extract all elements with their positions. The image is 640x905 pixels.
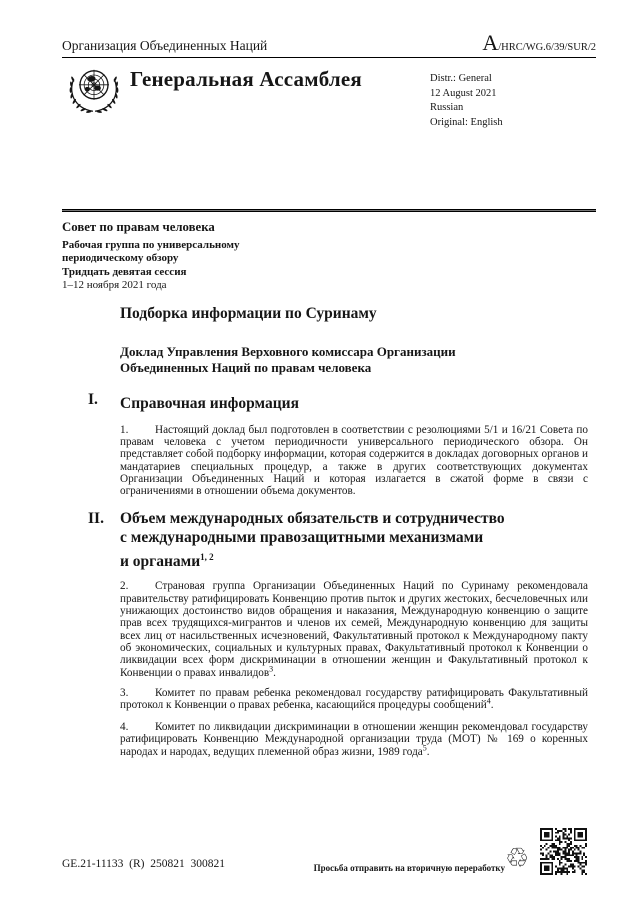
paragraph-2 [120, 580, 588, 679]
heading-line: и органами [120, 552, 201, 570]
paragraph-text: Настоящий доклад был подготовлен в соответствии с резолюциями 5/1 и 16/21 Совета по правам человека с учетом периодичности универсального периодического обзора. Он представляет собой подборку информации, которая содержится в докладах договорных органов и мандатариев специальных процедур, а также в других соответствующих документах Организации Объединенных Наций и которая излагается в сжатой форме в связи с ограничениями в отношении объема документов. [120, 423, 588, 498]
session-number: Тридцать девятая сессия [62, 265, 187, 278]
paragraph-text: Комитет по ликвидации дискриминации в отношении женщин рекомендовал государству ратифицировать Конвенцию Международной организации труда (МОТ) № 169 о коренных народах и народах, ведущих племенной образ жизни, 1989 года [120, 720, 588, 758]
paragraph-4 [120, 721, 588, 758]
section-heading-2 [88, 509, 588, 572]
footnote-ref: 1, 2 [200, 551, 214, 562]
paragraph-1 [120, 424, 588, 498]
session-rule [62, 209, 596, 212]
working-group-line-2: периодическому обзору [62, 252, 179, 265]
document-subtitle [120, 344, 588, 376]
paragraph-tail: . [426, 745, 430, 758]
working-group-line-1: Рабочая группа по универсальному [62, 239, 240, 251]
section-heading-1 [88, 390, 588, 414]
org-name: Организация Объединенных Наций [62, 38, 268, 53]
paragraph-number: 4. [120, 720, 129, 733]
paragraph-3 [120, 687, 588, 712]
session-block [62, 220, 240, 293]
document-title: Подборка информации по Суринаму [120, 305, 377, 322]
section-numeral: I. [88, 391, 98, 408]
assembly-title: Генеральная Ассамблея [130, 67, 362, 91]
heading-line: с международными правозащитными механизмами [120, 529, 484, 547]
footnote-ref: 3 [269, 664, 274, 674]
recycle-icon: ♲ [505, 843, 530, 874]
footer-ge-number: GE.21-11133 (R) 250821 300821 [62, 858, 226, 870]
distr-block [430, 72, 503, 130]
doc-symbol [482, 30, 596, 56]
paragraph-number: 1. [120, 423, 129, 436]
heading-line: Справочная информация [120, 395, 299, 413]
footnote-ref: 5 [422, 742, 427, 752]
paragraph-number: 2. [120, 580, 129, 593]
un-emblem-icon [66, 64, 122, 116]
doc-symbol-letter: A [482, 30, 499, 55]
distr-line: 12 August 2021 [430, 87, 497, 99]
recycle-notice: Просьба отправить на вторичную переработку [313, 863, 505, 873]
document-body [88, 304, 588, 758]
section-numeral: II. [88, 509, 104, 527]
paragraph-text: Комитет по правам ребенка рекомендовал государству ратифицировать Факультативный протокол к Конвенции о правах ребенка, касающийся процедуры сообщений [120, 687, 588, 712]
header-rule [62, 57, 596, 58]
distr-line: Original: English [430, 116, 503, 128]
subtitle-line: Доклад Управления Верховного комиссара Организации [120, 344, 456, 359]
distr-line: Russian [430, 102, 464, 114]
session-dates: 1–12 ноября 2021 года [62, 279, 167, 292]
distr-line: Distr.: General [430, 73, 492, 84]
doc-symbol-rest: /HRC/WG.6/39/SUR/2 [498, 42, 596, 53]
footnote-ref: 4 [486, 696, 491, 706]
heading-line: Объем международных обязательств и сотрудничество [120, 509, 505, 527]
section-heading-text [120, 509, 505, 572]
council-name: Совет по правам человека [62, 220, 215, 234]
paragraph-tail: . [273, 666, 276, 679]
paragraph-tail: . [490, 699, 494, 712]
paragraph-text: Страновая группа Организации Объединенных Наций по Суринаму рекомендовала правительству ратифицировать Конвенцию против пыток и других жестоких, бесчеловечных или унижающих достоинство видов обращения и наказания, Международную конвенцию о защите прав всех трудящихся-мигрантов и членов их семей, Международную конвенцию для защиты всех лиц от насильственных исчезновений, Факультативный протокол к Международному пакту об экономических, социальных и культурных правах, Факультативный протокол к Конвенции о ликвидации всех форм дискриминации в отношении женщин и Факультативный протокол к Конвенции о правах инвалидов [120, 580, 588, 679]
subtitle-line: Объединенных Наций по правам человека [120, 360, 372, 375]
section-heading-text [120, 390, 299, 414]
paragraph-number: 3. [120, 687, 129, 700]
qr-code [540, 827, 587, 876]
document-header [62, 30, 596, 56]
